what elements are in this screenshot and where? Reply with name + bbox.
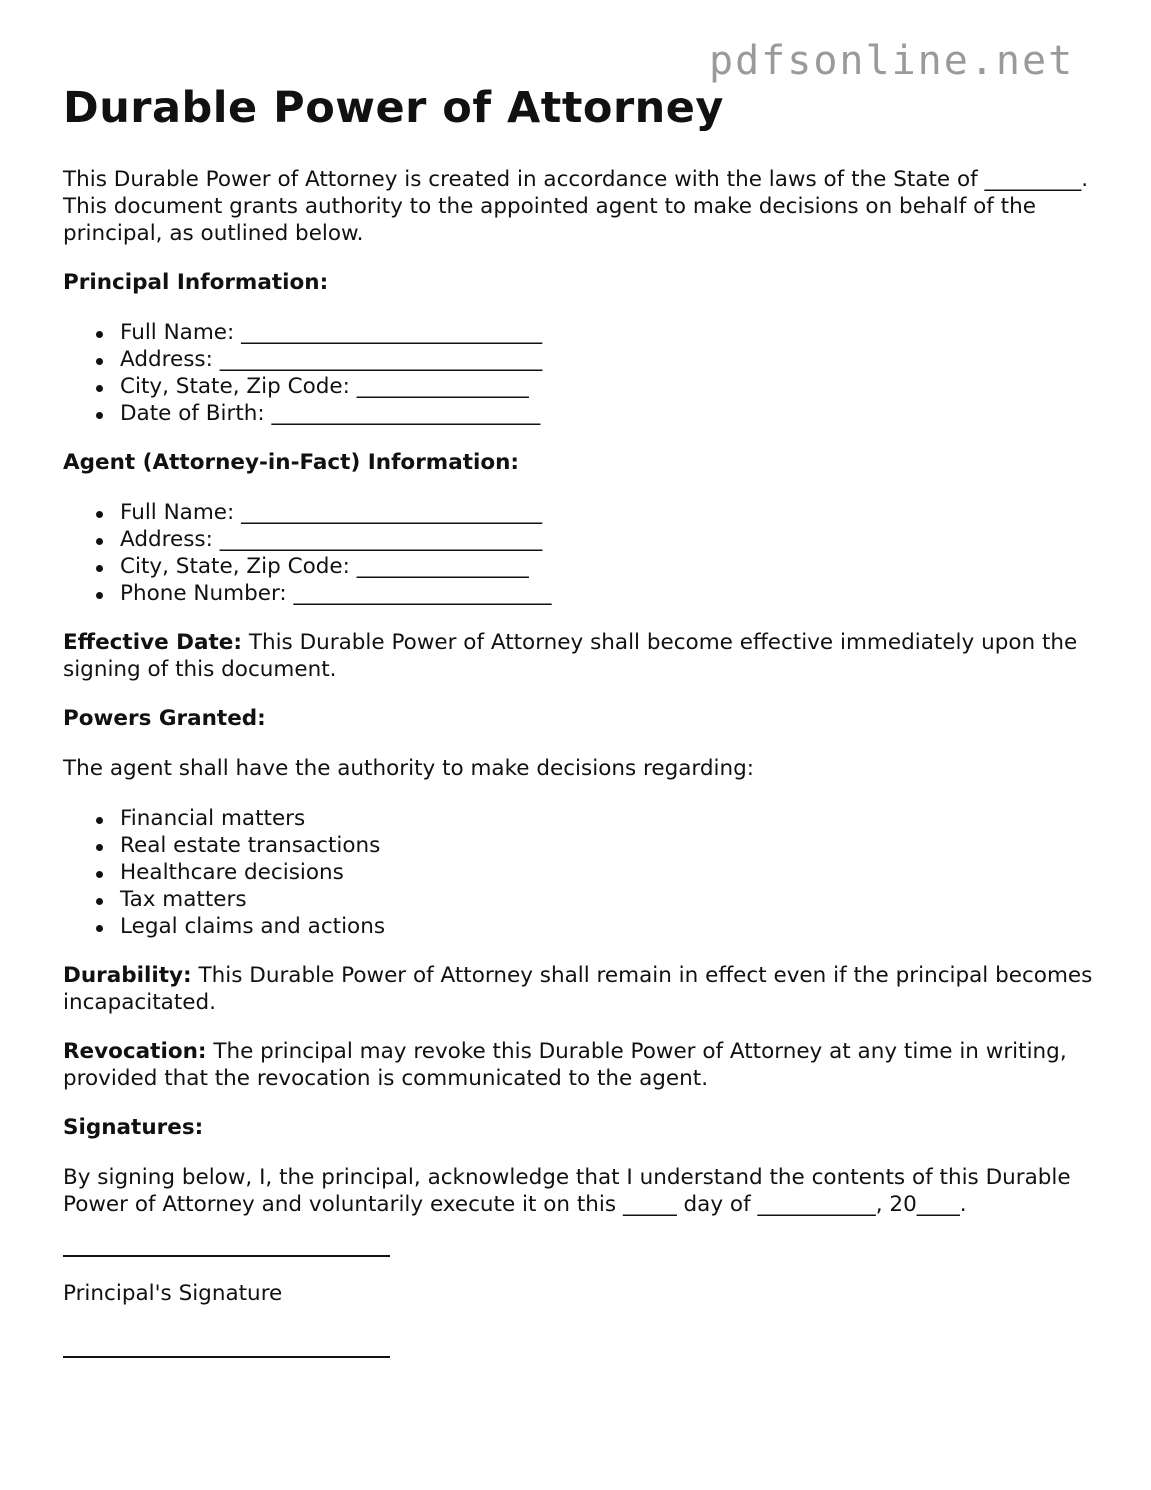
- agent-fields: [63, 499, 1093, 607]
- agent-full-name-field: Full Name: ____________________________: [120, 499, 1093, 526]
- powers-lead: The agent shall have the authority to make decisions regarding:: [63, 756, 755, 781]
- signatures-paragraph: By signing below, I, the principal, acknowledge that I understand the contents of this Durable Power of Attorney and voluntarily execute it on this _____ day of ___________, 20____.: [63, 1165, 1071, 1217]
- power-item: Legal claims and actions: [120, 913, 1093, 940]
- effective-date-label: Effective Date:: [63, 630, 242, 655]
- second-signature-line: [63, 1355, 390, 1358]
- principal-city-state-zip-field: City, State, Zip Code: ________________: [120, 373, 1093, 400]
- watermark-text: pdfsonline.net: [709, 38, 1075, 84]
- principal-address-field: Address: ______________________________: [120, 346, 1093, 373]
- document-title: Durable Power of Attorney: [63, 83, 724, 133]
- power-item: Healthcare decisions: [120, 859, 1093, 886]
- principal-fields: [63, 319, 1093, 427]
- power-item: Tax matters: [120, 886, 1093, 913]
- agent-heading: Agent (Attorney-in-Fact) Information:: [63, 450, 520, 475]
- revocation-text: The principal may revoke this Durable Power of Attorney at any time in writing, provided that the revocation is communicated to the agent.: [63, 1039, 1067, 1091]
- durability-text: This Durable Power of Attorney shall remain in effect even if the principal becomes incapacitated.: [63, 963, 1093, 1015]
- effective-date-text: This Durable Power of Attorney shall become effective immediately upon the signing of this document.: [63, 630, 1078, 682]
- intro-paragraph: This Durable Power of Attorney is created in accordance with the laws of the State of _________. This document grants authority to the appointed agent to make decisions on behalf of the principal, as outlined below.: [63, 167, 1089, 246]
- power-item: Real estate transactions: [120, 832, 1093, 859]
- powers-heading: Powers Granted:: [63, 706, 266, 731]
- effective-date-paragraph: [63, 629, 1093, 683]
- principal-full-name-field: Full Name: ____________________________: [120, 319, 1093, 346]
- powers-list: [63, 805, 1093, 940]
- agent-phone-number-field: Phone Number: ________________________: [120, 580, 1093, 607]
- agent-city-state-zip-field: City, State, Zip Code: ________________: [120, 553, 1093, 580]
- principal-heading: Principal Information:: [63, 270, 329, 295]
- revocation-label: Revocation:: [63, 1039, 207, 1064]
- principal-signature-label: Principal's Signature: [63, 1281, 283, 1306]
- agent-address-field: Address: ______________________________: [120, 526, 1093, 553]
- durability-paragraph: [63, 962, 1093, 1016]
- principal-date-of-birth-field: Date of Birth: _________________________: [120, 400, 1093, 427]
- power-item: Financial matters: [120, 805, 1093, 832]
- principal-signature-line: [63, 1254, 390, 1257]
- document-page: [63, 80, 1093, 1358]
- durability-label: Durability:: [63, 963, 192, 988]
- revocation-paragraph: [63, 1038, 1093, 1092]
- signatures-heading: Signatures:: [63, 1115, 204, 1140]
